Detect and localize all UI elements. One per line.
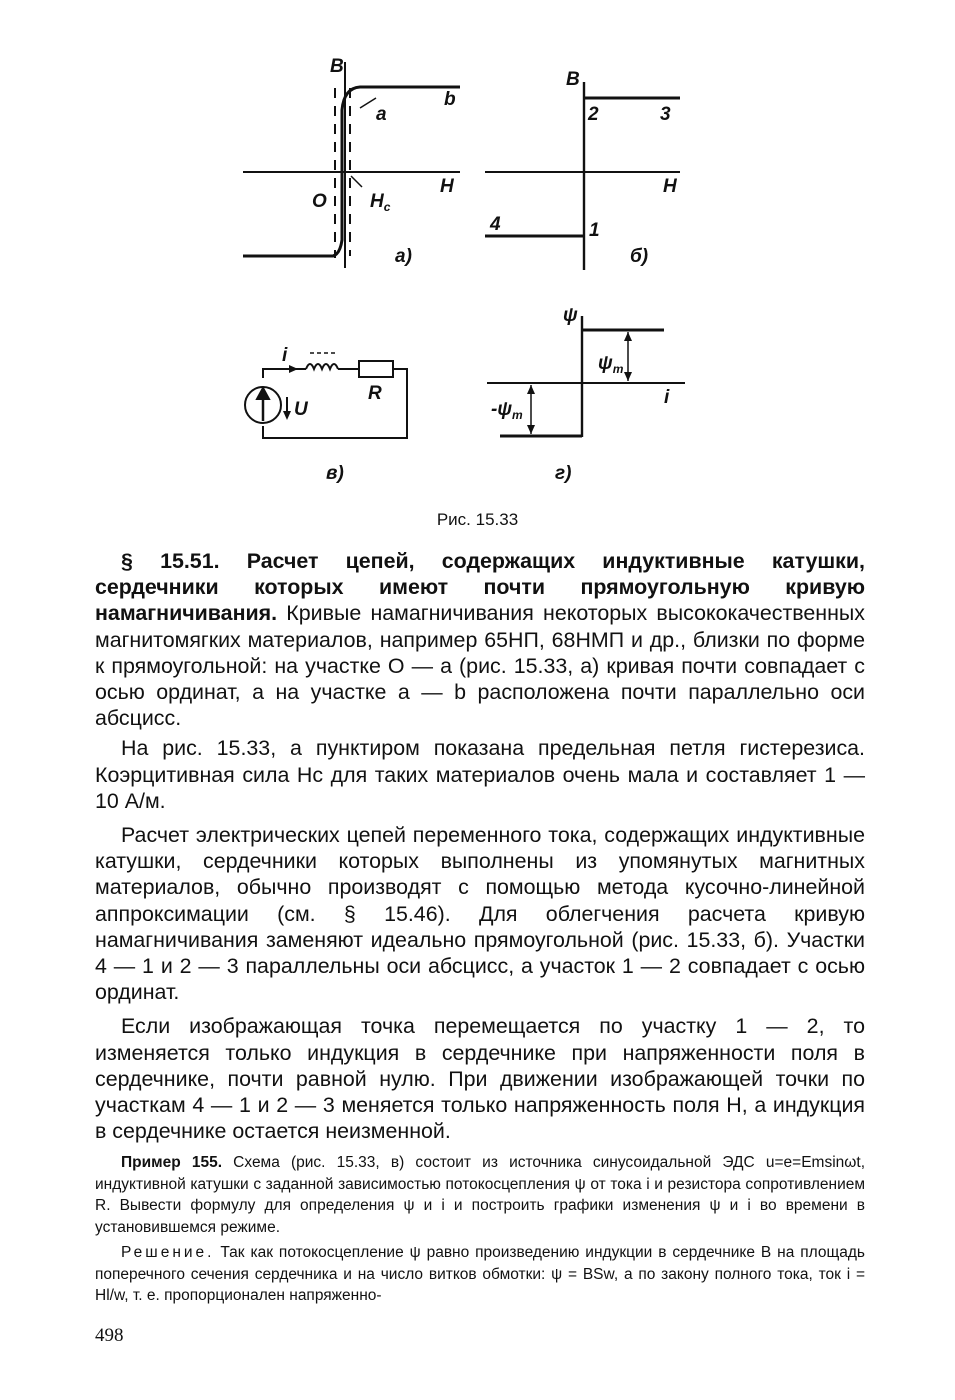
panel-d-axis-psi: ψ — [563, 305, 578, 326]
example-body: Схема (рис. 15.33, в) состоит из источника синусоидальной ЭДС u=e=Emsinωt, индуктивной катушки с заданной зависимостью потокосцепления ψ от тока i и резистора сопротивлением R. Вывести формулу для определения ψ и i и построить графики изменения ψ и i во времени в установившемся режиме. — [95, 1154, 865, 1236]
panel-c-voltage: U — [294, 399, 308, 420]
panel-b-label: б) — [630, 246, 649, 267]
panel-a-axis-h: H — [440, 176, 454, 197]
panel-a-origin: O — [312, 191, 327, 212]
figure-caption: Рис. 15.33 — [436, 510, 519, 529]
panel-c-resistor: R — [368, 383, 382, 404]
solution-paragraph — [95, 1242, 865, 1307]
panel-d-label: г) — [555, 463, 572, 484]
panel-c-current: i — [282, 345, 288, 366]
panel-b-axis-b: B — [566, 69, 580, 90]
panel-d-axis-i: i — [664, 387, 670, 408]
solution-body: Так как потокосцепление ψ равно произведению индукции в сердечнике B на площадь поперечного сечения сердечника и на число витков обмотки: ψ = BSw, а по закону полного тока, ток i = Hl/w, т. е. пропорционален напряженно- — [95, 1244, 865, 1305]
example-label: Пример 155. — [121, 1154, 223, 1172]
panel-a — [243, 62, 460, 268]
paragraph-2: На рис. 15.33, a пунктиром показана предельная петля гистерезиса. Коэрцитивная сила Hc для таких материалов очень мала и составляет 1 — 10 А/м. — [95, 736, 865, 813]
page-number: 498 — [95, 1325, 124, 1346]
panel-b-point-2: 2 — [588, 104, 599, 125]
panel-b-point-4: 4 — [490, 214, 501, 235]
figure-15-33 — [0, 0, 955, 500]
panel-a-point-b: b — [444, 89, 456, 110]
panel-d-psi-neg: $-\psi_m$ — [491, 399, 523, 422]
panel-c-circuit — [245, 353, 407, 438]
panel-a-hc: $H_c$ — [370, 191, 391, 214]
body-text — [95, 548, 865, 1307]
panel-b-axis-h: H — [663, 176, 677, 197]
paragraph-1 — [95, 548, 865, 731]
paragraph-3: Расчет электрических цепей переменного тока, содержащих индуктивные катушки, сердечники которых выполнены из упомянутых магнитных материалов, обычно производят с помощью метода кусочно-линейной аппроксимации (см. § 15.46). Для облегчения расчета кривую намагничивания заменяют идеально прямоугольной (рис. 15.33, б). Участки 4 — 1 и 2 — 3 параллельны оси абсцисс, а участок 1 — 2 совпадает с осью ординат. — [95, 823, 865, 1005]
panel-a-point-a: a — [376, 104, 387, 125]
example-paragraph — [95, 1152, 865, 1238]
paragraph-1-body: Кривые намагничивания некоторых высококачественных магнитомягких материалов, например 65НП, 68НМП и др., близки по форме к прямоугольной: на участке O — a (рис. 15.33, a) кривая почти совпадает с осью ординат, а на участке a — b расположена почти параллельно оси абсцисс. — [95, 601, 865, 731]
solution-label: Решение. — [121, 1244, 215, 1262]
panel-a-axis-b: B — [330, 56, 344, 77]
panel-b-point-1: 1 — [589, 220, 600, 241]
panel-b-point-3: 3 — [660, 104, 671, 125]
section-heading: § 15.51. Расчет цепей, содержащих индуктивные катушки, сердечники которых имеют почти прямоугольную кривую намагничивания. — [95, 549, 865, 626]
panel-d-psi-m: $\psi_m$ — [598, 353, 624, 376]
panel-c-label: в) — [326, 463, 344, 484]
paragraph-4: Если изображающая точка перемещается по участку 1 — 2, то изменяется только индукция в сердечнике при напряженности поля в сердечнике, почти равной нулю. При движении изображающей точки по участкам 4 — 1 и 2 — 3 меняется только напряженность поля H, а индукция в сердечнике остается неизменной. — [95, 1014, 865, 1144]
panel-a-label: а) — [395, 246, 412, 267]
panel-b — [485, 82, 680, 270]
